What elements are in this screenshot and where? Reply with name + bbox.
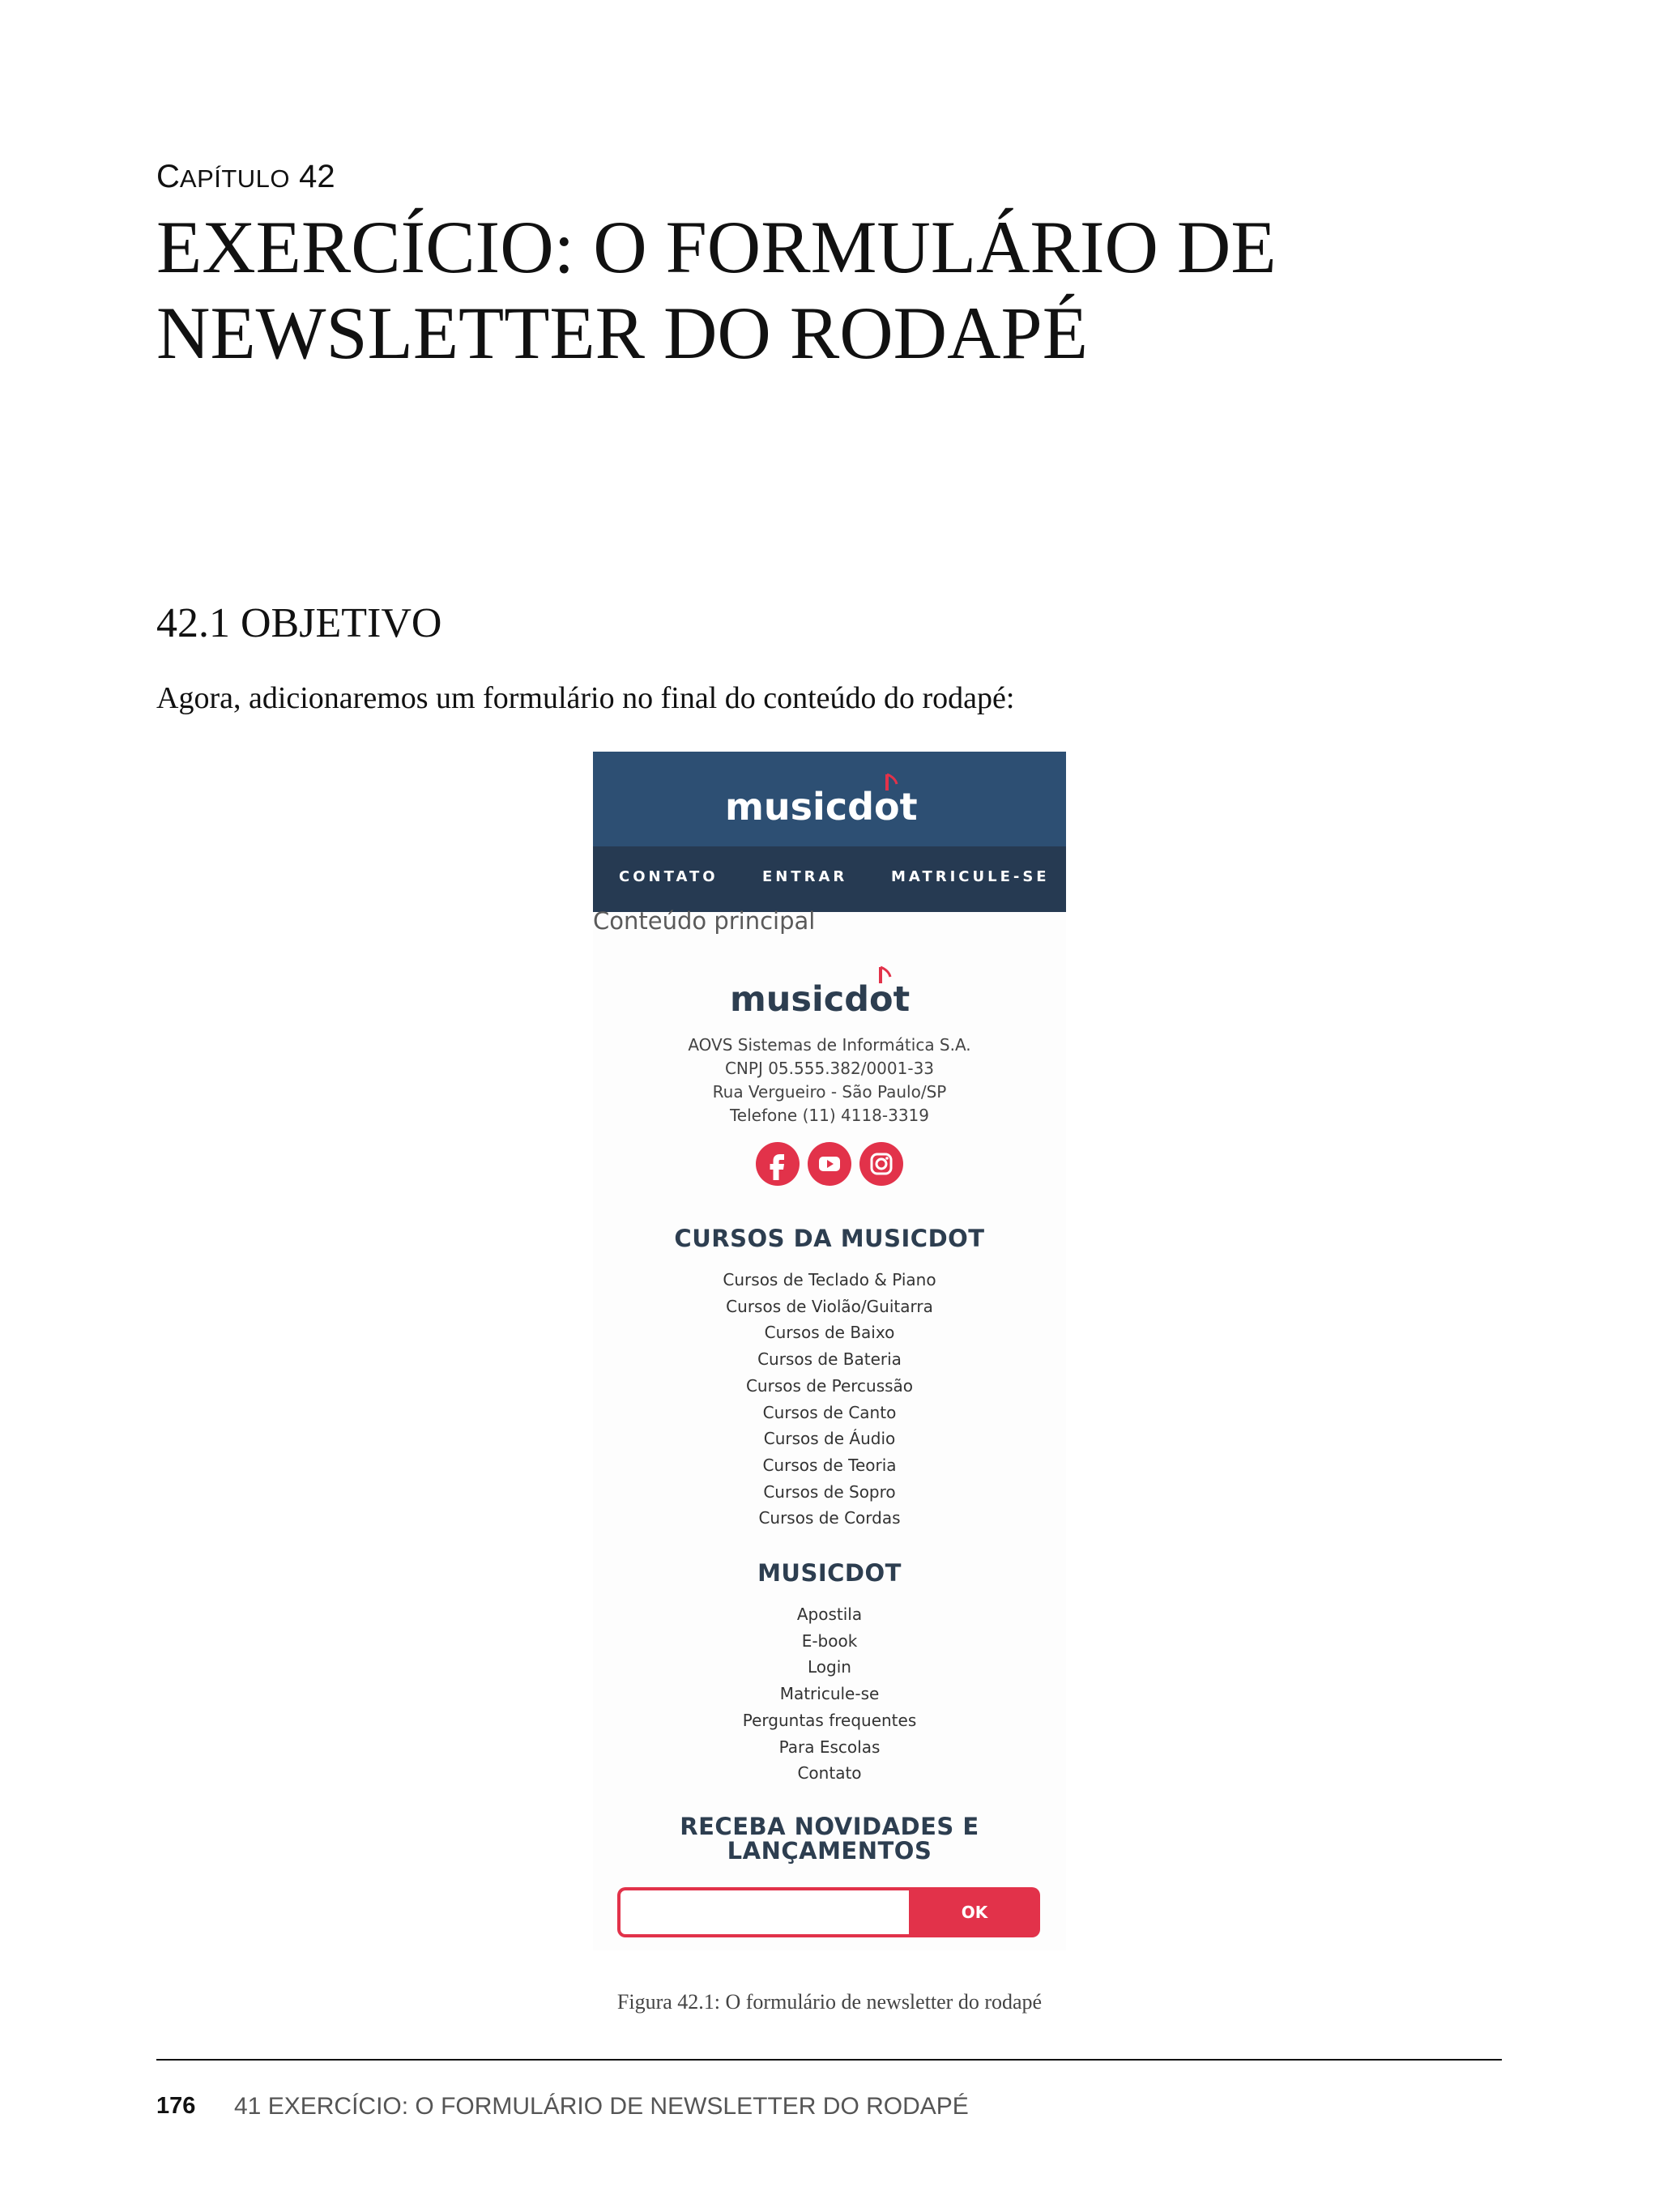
newsletter-heading-line-2: LANÇAMENTOS [727, 1837, 932, 1865]
musicdot-link[interactable]: E-book [801, 1630, 858, 1651]
course-link[interactable]: Cursos de Percussão [745, 1375, 914, 1396]
instagram-icon[interactable] [859, 1142, 903, 1186]
newsletter-ok-button[interactable]: OK [909, 1887, 1040, 1937]
chapter-label-rest: APÍTULO [179, 164, 291, 193]
address-line: CNPJ 05.555.382/0001-33 [724, 1059, 935, 1078]
course-link[interactable]: Cursos de Áudio [763, 1429, 896, 1449]
address-line: Rua Vergueiro - São Paulo/SP [712, 1082, 947, 1102]
intro-paragraph: Agora, adicionaremos um formulário no final do conteúdo do rodapé: [156, 681, 1015, 715]
social-links [593, 1142, 1066, 1187]
newsletter-heading-line-1: RECEBA NOVIDADES E [680, 1813, 979, 1840]
footer-logo[interactable] [730, 965, 924, 1019]
musicdot-link[interactable]: Login [808, 1657, 851, 1677]
main-content-placeholder: Conteúdo principal [593, 907, 816, 935]
musicdot-link[interactable]: Matricule-se [779, 1684, 880, 1704]
course-link[interactable]: Cursos de Teclado & Piano [723, 1270, 936, 1289]
address-line: AOVS Sistemas de Informática S.A. [688, 1035, 971, 1055]
nav-contato[interactable]: CONTATO [619, 868, 719, 885]
musicdot-links [593, 1601, 1066, 1787]
musicdot-heading: MUSICDOT [757, 1559, 902, 1587]
course-link[interactable]: Cursos de Sopro [763, 1481, 896, 1502]
address-line: Telefone (11) 4118-3319 [729, 1106, 930, 1125]
musicdot-link[interactable]: Apostila [796, 1605, 863, 1624]
musicdot-link[interactable]: Perguntas frequentes [742, 1710, 917, 1730]
nav-matricule-se[interactable]: MATRICULE-SE [891, 868, 1050, 885]
course-link[interactable]: Cursos de Cordas [758, 1508, 901, 1528]
course-link[interactable]: Cursos de Canto [762, 1402, 897, 1422]
youtube-icon[interactable] [808, 1142, 851, 1186]
chapter-label-initial: C [156, 159, 180, 194]
running-title: 41 EXERCÍCIO: O FORMULÁRIO DE NEWSLETTER DO RODAPÉ [234, 2093, 969, 2120]
company-address [593, 1034, 1066, 1127]
newsletter-email-input[interactable] [617, 1887, 909, 1937]
newsletter-heading [593, 1814, 1066, 1863]
musicdot-link[interactable]: Contato [797, 1763, 862, 1784]
chapter-title-line-1: EXERCÍCIO: O FORMULÁRIO DE [156, 206, 1277, 288]
chapter-label [156, 159, 335, 195]
newsletter-form [617, 1887, 1040, 1937]
courses-heading: CURSOS DA MUSICDOT [674, 1225, 985, 1252]
figure-caption: Figura 42.1: O formulário de newsletter do rodapé [616, 1990, 1043, 2014]
header-logo[interactable] [725, 771, 936, 828]
footer-logo-text: musicdot [730, 979, 911, 1019]
musicdot-link[interactable]: Para Escolas [778, 1737, 881, 1757]
header-logo-text: musicdot [725, 785, 918, 828]
courses-list [593, 1267, 1066, 1532]
chapter-title [156, 204, 1533, 376]
nav-entrar[interactable]: ENTRAR [762, 868, 848, 885]
page-number: 176 [156, 2093, 196, 2119]
chapter-number: 42 [299, 159, 335, 194]
course-link[interactable]: Cursos de Baixo [764, 1323, 895, 1343]
facebook-icon[interactable] [756, 1142, 800, 1186]
course-link[interactable]: Cursos de Teoria [762, 1455, 897, 1475]
section-heading: 42.1 OBJETIVO [156, 600, 442, 646]
course-link[interactable]: Cursos de Violão/Guitarra [726, 1296, 933, 1316]
course-link[interactable]: Cursos de Bateria [757, 1349, 902, 1370]
figure-screenshot [593, 752, 1066, 1950]
footer-divider [156, 2059, 1502, 2061]
chapter-title-line-2: NEWSLETTER DO RODAPÉ [156, 292, 1088, 374]
